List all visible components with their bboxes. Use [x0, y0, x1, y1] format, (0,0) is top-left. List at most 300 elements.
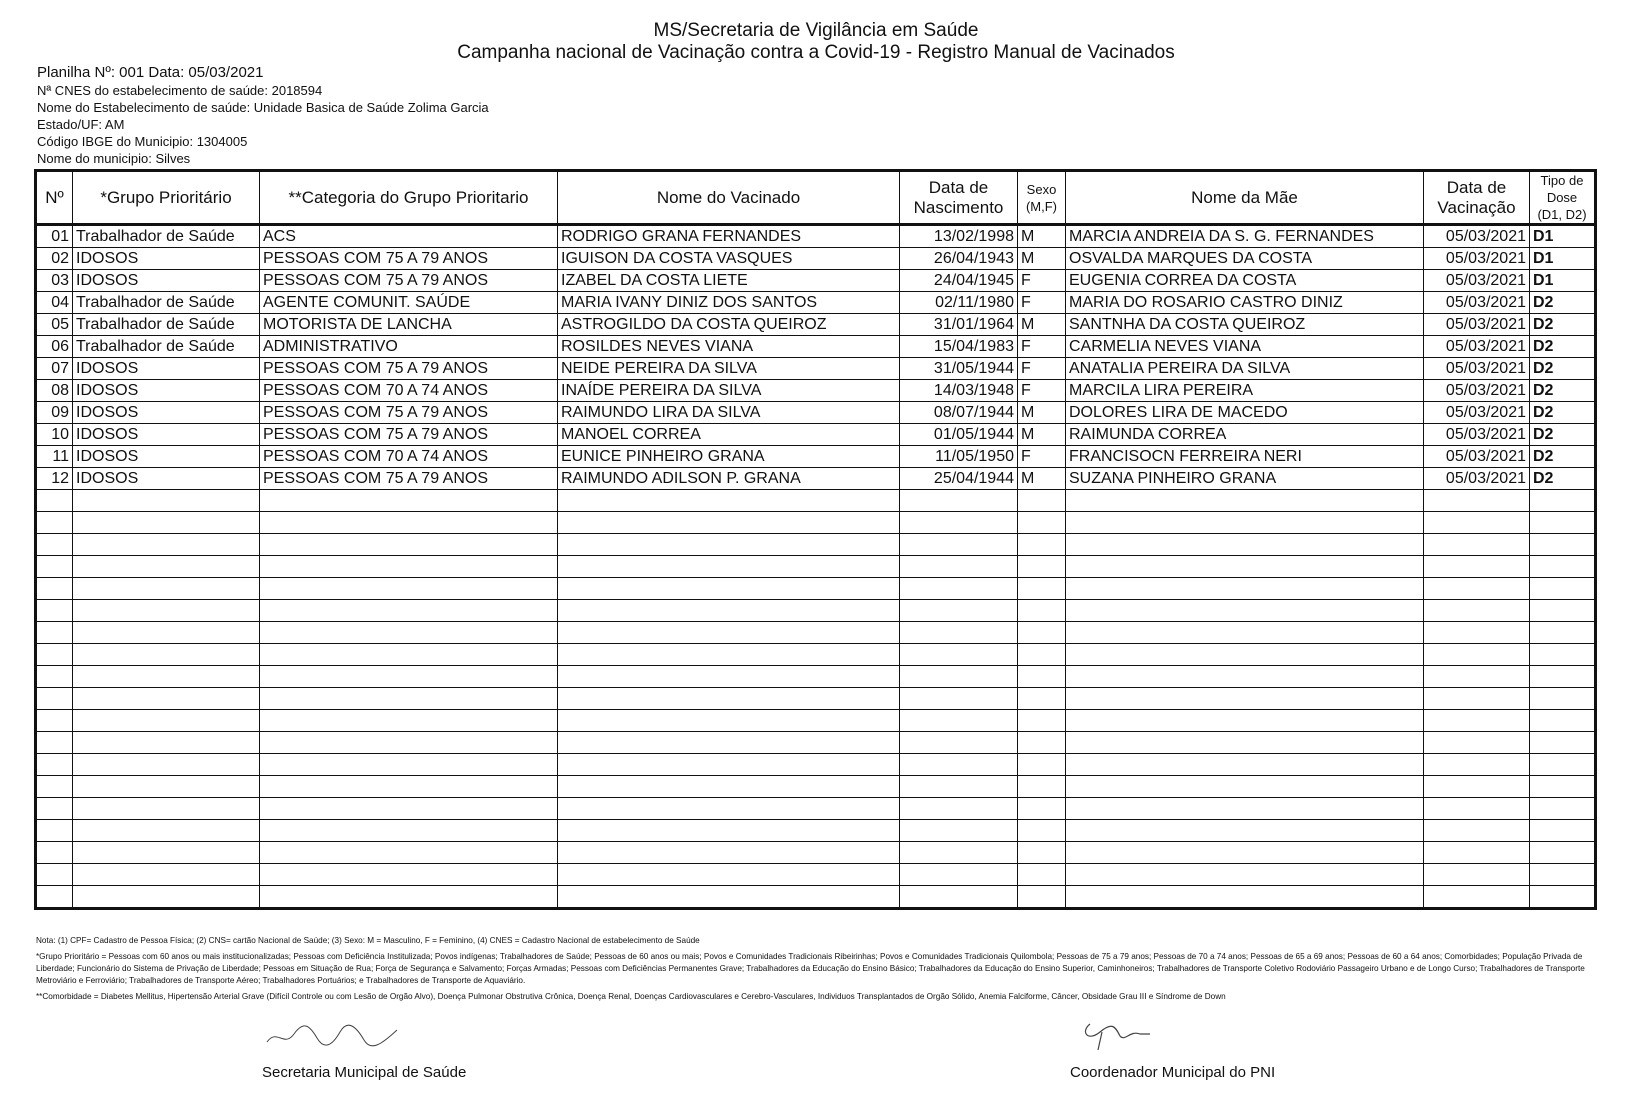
cell-vacinacao — [1424, 666, 1530, 688]
cell-vacinacao: 05/03/2021 — [1424, 314, 1530, 336]
cell-nome: MARIA IVANY DINIZ DOS SANTOS — [558, 292, 900, 314]
cell-dose: D2 — [1530, 468, 1596, 490]
cell-vacinacao — [1424, 776, 1530, 798]
cell-nome — [558, 710, 900, 732]
col-header-nome: Nome do Vacinado — [558, 171, 900, 225]
header-info — [37, 64, 489, 167]
cell-dose: D1 — [1530, 225, 1596, 248]
table-row-empty — [36, 556, 1596, 578]
vaccination-table — [34, 169, 1597, 910]
col-header-categoria: **Categoria do Grupo Prioritario — [260, 171, 558, 225]
cell-num — [36, 600, 73, 622]
cell-grupo — [73, 600, 260, 622]
cell-categoria: PESSOAS COM 70 A 74 ANOS — [260, 380, 558, 402]
cell-mae — [1066, 754, 1424, 776]
table-row — [36, 358, 1596, 380]
cell-nome — [558, 864, 900, 886]
cell-mae — [1066, 842, 1424, 864]
cell-nome — [558, 556, 900, 578]
table-row — [36, 424, 1596, 446]
cell-nascimento — [900, 490, 1018, 512]
cell-mae — [1066, 556, 1424, 578]
cell-dose — [1530, 600, 1596, 622]
cell-num: 05 — [36, 314, 73, 336]
cell-mae — [1066, 732, 1424, 754]
table-row-empty — [36, 710, 1596, 732]
cell-vacinacao — [1424, 710, 1530, 732]
table-row — [36, 402, 1596, 424]
cell-vacinacao — [1424, 688, 1530, 710]
cell-sexo — [1018, 864, 1066, 886]
cell-categoria — [260, 600, 558, 622]
document-title — [0, 20, 1632, 64]
estabelecimento-info: Nome do Estabelecimento de saúde: Unidade Basica de Saúde Zolima Garcia — [37, 100, 489, 115]
cell-categoria — [260, 842, 558, 864]
cell-sexo — [1018, 776, 1066, 798]
table-row-empty — [36, 732, 1596, 754]
cell-grupo — [73, 754, 260, 776]
cell-sexo — [1018, 886, 1066, 909]
cell-dose — [1530, 666, 1596, 688]
cell-mae — [1066, 688, 1424, 710]
cell-mae: ANATALIA PEREIRA DA SILVA — [1066, 358, 1424, 380]
cell-grupo: Trabalhador de Saúde — [73, 225, 260, 248]
cell-grupo — [73, 732, 260, 754]
cell-dose: D2 — [1530, 358, 1596, 380]
table-row — [36, 468, 1596, 490]
table-row — [36, 270, 1596, 292]
signature-left — [262, 1020, 466, 1081]
cell-sexo — [1018, 688, 1066, 710]
cell-nome — [558, 490, 900, 512]
ibge-info: Código IBGE do Municipio: 1304005 — [37, 134, 248, 149]
cell-num — [36, 732, 73, 754]
cell-categoria — [260, 754, 558, 776]
cell-categoria: PESSOAS COM 75 A 79 ANOS — [260, 424, 558, 446]
table-row-empty — [36, 622, 1596, 644]
cell-nome — [558, 512, 900, 534]
cell-nome — [558, 644, 900, 666]
cell-mae: SUZANA PINHEIRO GRANA — [1066, 468, 1424, 490]
cell-nascimento — [900, 710, 1018, 732]
cell-nascimento: 02/11/1980 — [900, 292, 1018, 314]
cell-vacinacao — [1424, 886, 1530, 909]
cell-grupo — [73, 710, 260, 732]
cell-sexo — [1018, 600, 1066, 622]
cell-dose: D2 — [1530, 336, 1596, 358]
cell-mae — [1066, 820, 1424, 842]
cell-grupo: IDOSOS — [73, 380, 260, 402]
cell-categoria — [260, 578, 558, 600]
table-row-empty — [36, 798, 1596, 820]
cell-vacinacao: 05/03/2021 — [1424, 248, 1530, 270]
cell-mae — [1066, 622, 1424, 644]
cell-grupo — [73, 886, 260, 909]
cell-categoria: MOTORISTA DE LANCHA — [260, 314, 558, 336]
cell-mae: SANTNHA DA COSTA QUEIROZ — [1066, 314, 1424, 336]
cell-mae — [1066, 776, 1424, 798]
table-row — [36, 225, 1596, 248]
cell-grupo: IDOSOS — [73, 358, 260, 380]
cell-num — [36, 754, 73, 776]
cell-dose — [1530, 886, 1596, 909]
cell-sexo — [1018, 820, 1066, 842]
cell-nascimento — [900, 688, 1018, 710]
cell-vacinacao — [1424, 556, 1530, 578]
cell-vacinacao — [1424, 842, 1530, 864]
planilha-info: Planilha Nº: 001 Data: 05/03/2021 — [37, 64, 264, 81]
cell-mae: MARCIA ANDREIA DA S. G. FERNANDES — [1066, 225, 1424, 248]
cell-grupo — [73, 534, 260, 556]
cell-categoria — [260, 688, 558, 710]
cell-categoria — [260, 534, 558, 556]
cell-dose: D2 — [1530, 424, 1596, 446]
cell-nome — [558, 534, 900, 556]
cell-dose: D1 — [1530, 270, 1596, 292]
cell-nome: IZABEL DA COSTA LIETE — [558, 270, 900, 292]
cell-vacinacao: 05/03/2021 — [1424, 358, 1530, 380]
cell-nome — [558, 578, 900, 600]
cell-categoria — [260, 732, 558, 754]
cell-vacinacao — [1424, 798, 1530, 820]
cell-num — [36, 644, 73, 666]
cell-num — [36, 820, 73, 842]
cell-mae — [1066, 600, 1424, 622]
cell-categoria — [260, 798, 558, 820]
cell-vacinacao: 05/03/2021 — [1424, 225, 1530, 248]
cell-dose: D1 — [1530, 248, 1596, 270]
cell-categoria: AGENTE COMUNIT. SAÚDE — [260, 292, 558, 314]
cell-mae: CARMELIA NEVES VIANA — [1066, 336, 1424, 358]
cell-dose: D2 — [1530, 402, 1596, 424]
cell-mae: RAIMUNDA CORREA — [1066, 424, 1424, 446]
note-grupo-prioritario: *Grupo Prioritário = Pessoas com 60 anos ou mais institucionalizadas; Pessoas com Deficiência Institulizada; Povos indígenas; Trabalhadores de Saúde; Pessoas de 60 anos ou mais; Povos e Comunidades Tradicionais Ribeirinhas; Povos e Comunidades Tradicionais Quilombola; Pessoas de 75 a 79 anos; Pessoas de 70 a 74 anos; Pessoas de 65 a 69 anos; Pessoas de 60 a 64 anos; Comorbidades; População Privada de Liberdade; Funcionário do Sistema de Privação de Liberdade; Pessoas em Situação de Rua; Força de Segurança e Salvamento; Forças Armadas; Pessoas com Deficiências Permanentes Grave; Trabalhadores da Educação do Ensino Básico; Trabalhadores da Educação do Ensino Superior, Caminhoneiros; Trabalhadores de Transporte Coletivo Rodoviário Passageiro Urbano e de Longo Curso; Trabalhadores de Transporte Metroviário e Ferroviário; Trabalhadores de Transporte Aéreo; Trabalhadores Portuários; e Trabalhadores de Transporte de Aquaviário. — [36, 952, 1585, 985]
table-row — [36, 248, 1596, 270]
cell-sexo — [1018, 732, 1066, 754]
cell-vacinacao: 05/03/2021 — [1424, 424, 1530, 446]
table-row — [36, 380, 1596, 402]
cell-mae: MARIA DO ROSARIO CASTRO DINIZ — [1066, 292, 1424, 314]
cell-vacinacao: 05/03/2021 — [1424, 270, 1530, 292]
cell-mae: MARCILA LIRA PEREIRA — [1066, 380, 1424, 402]
cell-dose — [1530, 490, 1596, 512]
cell-nome: ROSILDES NEVES VIANA — [558, 336, 900, 358]
cell-num — [36, 886, 73, 909]
cell-grupo — [73, 820, 260, 842]
cell-mae: EUGENIA CORREA DA COSTA — [1066, 270, 1424, 292]
cell-nascimento — [900, 666, 1018, 688]
col-header-vacinacao: Data de Vacinação — [1424, 171, 1530, 225]
cell-sexo: M — [1018, 402, 1066, 424]
table-row-empty — [36, 776, 1596, 798]
cell-mae — [1066, 864, 1424, 886]
cell-dose — [1530, 688, 1596, 710]
cell-grupo: IDOSOS — [73, 402, 260, 424]
cell-nome: ASTROGILDO DA COSTA QUEIROZ — [558, 314, 900, 336]
cell-nome — [558, 776, 900, 798]
cell-grupo: IDOSOS — [73, 468, 260, 490]
cell-sexo: F — [1018, 270, 1066, 292]
cell-nome — [558, 798, 900, 820]
cell-dose: D2 — [1530, 380, 1596, 402]
cell-sexo — [1018, 512, 1066, 534]
cell-nascimento — [900, 886, 1018, 909]
col-header-mae: Nome da Mãe — [1066, 171, 1424, 225]
table-row-empty — [36, 666, 1596, 688]
cell-dose — [1530, 754, 1596, 776]
col-header-dose: Tipo de Dose (D1, D2) — [1530, 171, 1596, 225]
cell-nascimento — [900, 776, 1018, 798]
cell-nome — [558, 688, 900, 710]
cell-nome — [558, 842, 900, 864]
table-row — [36, 314, 1596, 336]
cell-grupo — [73, 688, 260, 710]
cell-nascimento: 26/04/1943 — [900, 248, 1018, 270]
cell-nome: EUNICE PINHEIRO GRANA — [558, 446, 900, 468]
cell-grupo — [73, 622, 260, 644]
table-row-empty — [36, 754, 1596, 776]
cell-vacinacao: 05/03/2021 — [1424, 380, 1530, 402]
cell-dose — [1530, 512, 1596, 534]
cell-dose — [1530, 732, 1596, 754]
table-row-empty — [36, 644, 1596, 666]
cell-num: 11 — [36, 446, 73, 468]
cell-nome: RAIMUNDO LIRA DA SILVA — [558, 402, 900, 424]
table-row-empty — [36, 578, 1596, 600]
cell-sexo — [1018, 798, 1066, 820]
cell-sexo — [1018, 644, 1066, 666]
col-header-grupo: *Grupo Prioritário — [73, 171, 260, 225]
cell-sexo — [1018, 754, 1066, 776]
cell-grupo: Trabalhador de Saúde — [73, 314, 260, 336]
table-row — [36, 336, 1596, 358]
cell-grupo — [73, 512, 260, 534]
cnes-info: Nª CNES do estabelecimento de saúde: 2018594 — [37, 83, 323, 98]
cell-categoria — [260, 556, 558, 578]
cell-nascimento: 01/05/1944 — [900, 424, 1018, 446]
cell-num — [36, 490, 73, 512]
cell-mae — [1066, 534, 1424, 556]
cell-num: 10 — [36, 424, 73, 446]
cell-sexo: F — [1018, 336, 1066, 358]
cell-vacinacao — [1424, 578, 1530, 600]
table-row-empty — [36, 886, 1596, 909]
cell-nascimento: 25/04/1944 — [900, 468, 1018, 490]
cell-sexo — [1018, 710, 1066, 732]
cell-vacinacao — [1424, 512, 1530, 534]
cell-categoria: ADMINISTRATIVO — [260, 336, 558, 358]
cell-nome — [558, 666, 900, 688]
cell-vacinacao — [1424, 754, 1530, 776]
cell-mae — [1066, 666, 1424, 688]
cell-nascimento: 24/04/1945 — [900, 270, 1018, 292]
cell-dose — [1530, 842, 1596, 864]
cell-dose — [1530, 578, 1596, 600]
cell-categoria — [260, 886, 558, 909]
cell-vacinacao: 05/03/2021 — [1424, 402, 1530, 424]
cell-grupo: IDOSOS — [73, 424, 260, 446]
cell-mae: OSVALDA MARQUES DA COSTA — [1066, 248, 1424, 270]
cell-nascimento — [900, 754, 1018, 776]
cell-mae: DOLORES LIRA DE MACEDO — [1066, 402, 1424, 424]
cell-nome: MANOEL CORREA — [558, 424, 900, 446]
handwritten-signature-right — [1070, 1020, 1170, 1050]
table-row-empty — [36, 688, 1596, 710]
cell-num: 03 — [36, 270, 73, 292]
cell-sexo: M — [1018, 314, 1066, 336]
cell-sexo: F — [1018, 358, 1066, 380]
cell-num — [36, 512, 73, 534]
cell-nome — [558, 886, 900, 909]
cell-dose: D2 — [1530, 446, 1596, 468]
cell-num: 08 — [36, 380, 73, 402]
cell-grupo — [73, 776, 260, 798]
cell-mae — [1066, 578, 1424, 600]
cell-num — [36, 578, 73, 600]
cell-vacinacao: 05/03/2021 — [1424, 446, 1530, 468]
cell-num — [36, 776, 73, 798]
cell-grupo — [73, 864, 260, 886]
cell-num: 12 — [36, 468, 73, 490]
signature-right — [1070, 1020, 1275, 1081]
cell-nascimento — [900, 534, 1018, 556]
cell-dose — [1530, 534, 1596, 556]
estado-info: Estado/UF: AM — [37, 117, 125, 132]
cell-nascimento — [900, 864, 1018, 886]
col-header-num: Nº — [36, 171, 73, 225]
cell-nascimento: 15/04/1983 — [900, 336, 1018, 358]
cell-mae: FRANCISOCN FERREIRA NERI — [1066, 446, 1424, 468]
cell-categoria: PESSOAS COM 75 A 79 ANOS — [260, 468, 558, 490]
cell-sexo — [1018, 556, 1066, 578]
cell-nascimento: 08/07/1944 — [900, 402, 1018, 424]
cell-vacinacao — [1424, 600, 1530, 622]
cell-nascimento — [900, 578, 1018, 600]
cell-num: 01 — [36, 225, 73, 248]
cell-categoria: PESSOAS COM 75 A 79 ANOS — [260, 248, 558, 270]
cell-num: 02 — [36, 248, 73, 270]
cell-nascimento: 13/02/1998 — [900, 225, 1018, 248]
cell-sexo — [1018, 842, 1066, 864]
table-row-empty — [36, 842, 1596, 864]
cell-nascimento: 14/03/1948 — [900, 380, 1018, 402]
cell-nome: IGUISON DA COSTA VASQUES — [558, 248, 900, 270]
signature-right-label: Coordenador Municipal do PNI — [1070, 1064, 1276, 1081]
cell-grupo — [73, 798, 260, 820]
cell-categoria: PESSOAS COM 75 A 79 ANOS — [260, 358, 558, 380]
cell-categoria — [260, 490, 558, 512]
cell-categoria — [260, 622, 558, 644]
cell-mae — [1066, 644, 1424, 666]
cell-sexo: F — [1018, 380, 1066, 402]
cell-sexo: M — [1018, 424, 1066, 446]
cell-num: 06 — [36, 336, 73, 358]
cell-grupo: Trabalhador de Saúde — [73, 292, 260, 314]
cell-num — [36, 556, 73, 578]
note-comorbidade: **Comorbidade = Diabetes Mellitus, Hipertensão Arterial Grave (Difícil Controle ou com Lesão de Orgão Alvo), Doença Pulmonar Obstrutiva Crônica, Doença Renal, Doenças Cardiovasculares e Cerebro-Vasculares, Individuos Transplantados de Orgão Sólido, Anemia Falciforme, Câncer, Obsidade Grau III e Síndrome de Down — [36, 992, 1226, 1001]
cell-nome — [558, 600, 900, 622]
cell-num — [36, 798, 73, 820]
cell-dose — [1530, 710, 1596, 732]
cell-num — [36, 666, 73, 688]
cell-nascimento: 31/05/1944 — [900, 358, 1018, 380]
cell-categoria — [260, 512, 558, 534]
cell-dose — [1530, 776, 1596, 798]
cell-categoria — [260, 820, 558, 842]
cell-vacinacao — [1424, 490, 1530, 512]
cell-dose — [1530, 798, 1596, 820]
cell-sexo: F — [1018, 446, 1066, 468]
cell-grupo — [73, 644, 260, 666]
cell-nascimento — [900, 842, 1018, 864]
cell-num — [36, 622, 73, 644]
cell-mae — [1066, 512, 1424, 534]
cell-categoria — [260, 710, 558, 732]
cell-nome: RODRIGO GRANA FERNANDES — [558, 225, 900, 248]
cell-sexo — [1018, 622, 1066, 644]
cell-mae — [1066, 490, 1424, 512]
notes-section — [36, 935, 1606, 1007]
cell-categoria — [260, 776, 558, 798]
cell-nascimento — [900, 622, 1018, 644]
cell-nascimento — [900, 512, 1018, 534]
cell-nome — [558, 622, 900, 644]
table-row-empty — [36, 490, 1596, 512]
table-row-empty — [36, 534, 1596, 556]
cell-nascimento: 31/01/1964 — [900, 314, 1018, 336]
title-line-1: MS/Secretaria de Vigilância em Saúde — [653, 20, 979, 41]
cell-sexo: F — [1018, 292, 1066, 314]
cell-nascimento — [900, 644, 1018, 666]
title-line-2: Campanha nacional de Vacinação contra a Covid-19 - Registro Manual de Vacinados — [457, 42, 1175, 63]
cell-vacinacao — [1424, 820, 1530, 842]
cell-categoria: ACS — [260, 225, 558, 248]
cell-nome — [558, 754, 900, 776]
cell-mae — [1066, 886, 1424, 909]
cell-nome: INAÍDE PEREIRA DA SILVA — [558, 380, 900, 402]
cell-grupo: IDOSOS — [73, 270, 260, 292]
cell-grupo: Trabalhador de Saúde — [73, 336, 260, 358]
cell-sexo — [1018, 490, 1066, 512]
cell-nome — [558, 820, 900, 842]
cell-nascimento — [900, 600, 1018, 622]
table-row-empty — [36, 512, 1596, 534]
cell-categoria — [260, 864, 558, 886]
cell-vacinacao — [1424, 622, 1530, 644]
handwritten-signature-left — [262, 1020, 402, 1050]
municipio-info: Nome do municipio: Silves — [37, 151, 191, 166]
cell-dose — [1530, 820, 1596, 842]
cell-num — [36, 710, 73, 732]
cell-dose: D2 — [1530, 314, 1596, 336]
cell-dose — [1530, 864, 1596, 886]
table-row-empty — [36, 820, 1596, 842]
cell-vacinacao: 05/03/2021 — [1424, 336, 1530, 358]
cell-grupo — [73, 842, 260, 864]
cell-num: 07 — [36, 358, 73, 380]
cell-nascimento: 11/05/1950 — [900, 446, 1018, 468]
cell-grupo: IDOSOS — [73, 248, 260, 270]
cell-categoria: PESSOAS COM 75 A 79 ANOS — [260, 270, 558, 292]
cell-num: 09 — [36, 402, 73, 424]
table-header-row — [36, 171, 1596, 225]
cell-vacinacao: 05/03/2021 — [1424, 468, 1530, 490]
cell-dose — [1530, 622, 1596, 644]
cell-sexo: M — [1018, 225, 1066, 248]
cell-sexo — [1018, 534, 1066, 556]
cell-dose — [1530, 556, 1596, 578]
col-header-sexo: Sexo (M,F) — [1018, 171, 1066, 225]
